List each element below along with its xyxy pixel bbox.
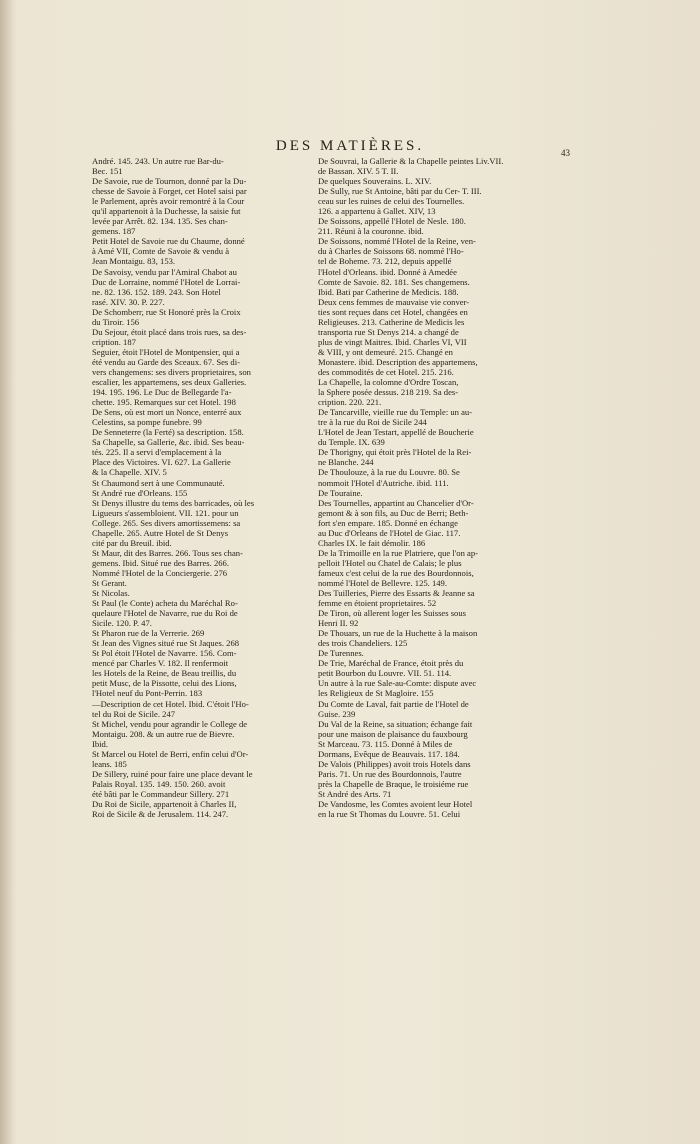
index-line: St Pol étoit l'Hotel de Navarre. 156. Com- xyxy=(92,648,237,659)
index-line: De Sully, rue St Antoine, bâti par du Cer- T. III. xyxy=(318,186,482,197)
index-line: L'Hotel de Jean Testart, appellé de Boucherie xyxy=(318,427,474,438)
index-line: Charles IX. le fait démolir. 186 xyxy=(318,537,426,548)
index-line: St Marcel ou Hotel de Berri, enfin celui d'Or- xyxy=(92,748,249,759)
index-line: Roi de Sicile & de Jerusalem. 114. 247. xyxy=(92,809,229,820)
index-line: Ligueurs s'assembloient. VII. 121. pour un xyxy=(92,507,239,518)
index-line: Deux cens femmes de mauvaise vie conver- xyxy=(318,296,470,307)
index-line: Comte de Savoie. 82. 181. Ses changemens. xyxy=(318,276,470,287)
index-line: De Senneterre (la Ferté) sa description. 158. xyxy=(92,427,244,438)
index-line: 194. 195. 196. Le Duc de Bellegarde l'a- xyxy=(92,387,232,398)
index-column-left xyxy=(92,156,310,819)
index-line: De la Trimoille en la rue Platriere, que l'on ap- xyxy=(318,547,479,558)
index-line: St Gerant. xyxy=(92,577,127,588)
index-line: des commodités de cet Hotel. 215. 216. xyxy=(318,366,454,377)
index-line: De Thoulouze, à la rue du Louvre. 80. Se xyxy=(318,467,460,478)
index-line: De Valois (Philippes) avoit trois Hotels dans xyxy=(318,758,471,769)
index-line: Celestins, sa pompe funebre. 99 xyxy=(92,417,202,428)
index-line: St Jean des Vignes situé rue St Jaques. 268 xyxy=(92,638,240,649)
index-line: été vendu au Garde des Sceaux. 67. Ses di- xyxy=(92,356,240,367)
index-line: ne. 82. 136. 152. 189. 243. Son Hotel xyxy=(92,286,221,297)
index-line: De Souvrai, la Gallerie & la Chapelle peintes Liv.VII. xyxy=(318,156,504,166)
index-line: St Nicolas. xyxy=(92,588,130,599)
index-line: Du Val de la Reine, sa situation; échange fait xyxy=(318,718,473,729)
index-line: tés. 225. Il a servi d'emplacement à la xyxy=(92,447,222,458)
index-line: près la Chapelle de Braque, le troisiéme rue xyxy=(318,778,469,789)
index-line: Dormans, Evêque de Beauvais. 117. 184. xyxy=(318,748,460,759)
index-line: l'Hotel neuf du Pont-Perrin. 183 xyxy=(92,688,203,699)
index-line: le Parlement, après avoir remontré à la Cour xyxy=(92,196,245,207)
index-line: ties sont reçues dans cet Hotel, changées en xyxy=(318,306,468,317)
index-line: De Savoisy, vendu par l'Amiral Chabot au xyxy=(92,266,237,277)
index-line: De Turennes. xyxy=(318,648,364,659)
index-line: André. 145. 243. Un autre rue Bar-du- xyxy=(92,156,224,166)
index-line: De Sens, où est mort un Nonce, enterré aux xyxy=(92,407,242,418)
index-line: St Chaumond sert à une Communauté. xyxy=(92,477,225,488)
index-line: Palais Royal. 135. 149. 150. 260. avoit xyxy=(92,778,226,789)
index-line: Monastere. ibid. Description des appartemens, xyxy=(318,356,478,367)
index-line: Petit Hotel de Savoie rue du Chaume, donné xyxy=(92,236,245,247)
index-line: l'Hotel d'Orleans. ibid. Donné à Amedée xyxy=(318,266,457,277)
index-line: chesse de Savoie à Forget, cet Hotel saisi par xyxy=(92,186,247,197)
index-line: —Description de cet Hotel. Ibid. C'étoit l'Ho- xyxy=(92,698,249,709)
index-column-right xyxy=(318,156,568,819)
index-line: De Soissons, appellé l'Hotel de Nesle. 180. xyxy=(318,216,466,227)
index-line: Des Tournelles, appartint au Chancelier d'Or- xyxy=(318,497,474,508)
index-line: De Tiron, où allerent loger les Suisses sous xyxy=(318,608,466,619)
index-line: Du Sejour, étoit placé dans trois rues, sa des- xyxy=(92,326,247,337)
index-line: De Thouars, un rue de la Huchette à la maison xyxy=(318,628,478,639)
index-line: pour une maison de plaisance du fauxbourg xyxy=(318,728,468,739)
index-line: petit Bourbon du Louvre. VII. 51. 114. xyxy=(318,668,452,679)
index-line: Chapelle. 265. Autre Hotel de St Denys xyxy=(92,527,229,538)
index-line: Nommé l'Hotel de la Conciergerie. 276 xyxy=(92,567,228,578)
index-line: St André rue d'Orleans. 155 xyxy=(92,487,188,498)
index-line: ne Blanche. 244 xyxy=(318,457,374,468)
index-line: & la Chapelle. XIV. 5 xyxy=(92,467,167,478)
index-line: Ibid. xyxy=(92,738,108,749)
index-line: & VIII, y ont demeuré. 215. Changé en xyxy=(318,346,453,357)
index-line: Religieuses. 213. Catherine de Medicis les xyxy=(318,316,465,327)
index-line: Seguier, étoit l'Hotel de Montpensier, qui a xyxy=(92,346,240,357)
index-line: quelaure l'Hotel de Navarre, rue du Roi de xyxy=(92,608,238,619)
index-line: Bec. 151 xyxy=(92,166,123,177)
index-line: chette. 195. Remarques sur cet Hotel. 198 xyxy=(92,397,236,408)
index-line: St Denys illustre du tems des barricades, où les xyxy=(92,497,255,508)
index-line: De Touraine. xyxy=(318,487,363,498)
index-line: gemont & à son fils, au Duc de Berri; Beth- xyxy=(318,507,469,518)
index-line: nommé l'Hotel de Bellevre. 125. 149. xyxy=(318,577,447,588)
index-line: Paris. 71. Un rue des Bourdonnois, l'autre xyxy=(318,768,462,779)
index-line: en la rue St Thomas du Louvre. 51. Celui xyxy=(318,809,461,820)
index-line: les Religieux de St Magloire. 155 xyxy=(318,688,434,699)
index-line: St Marceau. 73. 115. Donné à Miles de xyxy=(318,738,453,749)
index-line: De Trie, Maréchal de France, étoit près du xyxy=(318,658,464,669)
index-line: plus de vingt Maitres. Ibid. Charles VI, VII xyxy=(318,336,467,347)
index-line: des trois Chandeliers. 125 xyxy=(318,638,408,649)
index-line: tel du Roi de Sicile. 247 xyxy=(92,708,176,719)
index-line: escalier, les appartemens, ses deux Galleries. xyxy=(92,377,247,388)
index-line: Place des Victoires. VI. 627. La Gallerie xyxy=(92,457,231,468)
index-line: De Savoie, rue de Tournon, donné par la Du- xyxy=(92,176,247,187)
index-line: les Hotels de la Reine, de Beau treillis, du xyxy=(92,668,237,679)
index-line: De Tancarville, vieille rue du Temple: un au- xyxy=(318,407,473,418)
index-line: du Temple. IX. 639 xyxy=(318,437,385,448)
index-line: Ibid. Bati par Catherine de Medicis. 188. xyxy=(318,286,459,297)
index-line: tre à la rue du Roi de Sicile 244 xyxy=(318,417,427,428)
index-line: St André des Arts. 71 xyxy=(318,788,392,799)
index-line: Sicile. 120. P. 47. xyxy=(92,618,152,629)
index-line: qu'il appartenoit à la Duchesse, la saisie fut xyxy=(92,206,241,217)
page-gutter-shadow xyxy=(0,0,14,1144)
index-line: St Pharon rue de la Verrerie. 269 xyxy=(92,628,205,639)
index-line: Du Roi de Sicile, appartenoit à Charles II, xyxy=(92,799,237,809)
index-line: Des Tuilleries, Pierre des Essarts & Jeanne sa xyxy=(318,588,475,599)
index-line: gemens. 187 xyxy=(92,226,136,237)
index-line: De Soissons, nommé l'Hotel de la Reine, ven- xyxy=(318,236,476,247)
index-line: Du Comte de Laval, fait partie de l'Hotel de xyxy=(318,698,469,709)
index-line: St Paul (le Conte) acheta du Maréchal Ro- xyxy=(92,598,238,609)
index-line: Sa Chapelle, sa Gallerie, &c. ibid. Ses beau- xyxy=(92,437,245,448)
index-line: St Maur, dit des Barres. 266. Tous ses chan- xyxy=(92,547,243,558)
running-title: DES MATIÈRES. xyxy=(275,138,425,154)
index-line: Jean Montaigu. 83, 153. xyxy=(92,256,176,267)
index-line: la Sphere posée dessus. 218 219. Sa des- xyxy=(318,387,459,398)
index-line: ceau sur les ruines de celui des Tournelles. xyxy=(318,196,465,207)
index-line: au Duc d'Orleans de l'Hotel de Giac. 117. xyxy=(318,527,461,538)
index-line: gemens. Ibid. Situé rue des Barres. 266. xyxy=(92,557,229,568)
index-line: De Vandosme, les Comtes avoient leur Hotel xyxy=(318,799,473,809)
index-line: Montaigu. 208. & un autre rue de Bievre. xyxy=(92,728,235,739)
index-line: rasé. XIV. 30. P. 227. xyxy=(92,296,165,307)
index-line: De Schomberг, rue St Honoré près la Croix xyxy=(92,306,241,317)
index-line: à Amé VII, Comte de Savoie & vendu à xyxy=(92,246,230,257)
index-line: cription. 187 xyxy=(92,336,136,347)
index-line: fort s'en empare. 185. Donné en échange xyxy=(318,517,458,528)
index-line: La Chapelle, la colomne d'Ordre Toscan, xyxy=(318,377,459,388)
index-line: été bâti par le Commandeur Sillery. 271 xyxy=(92,788,230,799)
index-line: Henri II. 92 xyxy=(318,618,359,629)
index-line: 211. Réuni à la couronne. ibid. xyxy=(318,226,424,237)
index-line: de Bassan. XIV. 5 T. II. xyxy=(318,166,399,177)
index-line: tel de Boheme. 73. 212, depuis appellé xyxy=(318,256,452,267)
index-line: leans. 185 xyxy=(92,758,127,769)
index-line: levée par Arrêt. 82. 134. 135. Ses chan- xyxy=(92,216,228,227)
index-line: 126. a appartenu à Gallet. XIV, 13 xyxy=(318,206,436,217)
index-line: mencé par Charles V. 182. Il renfermoit xyxy=(92,658,229,669)
index-line: fameux c'est celui de la rue des Bourdonnois, xyxy=(318,567,474,578)
page-number: 43 xyxy=(561,148,570,158)
index-line: petit Musc, de la Pissotte, celui des Lions, xyxy=(92,678,237,689)
index-line: vers changemens: ses divers proprietaires, son xyxy=(92,366,251,377)
index-line: cité par du Breuil. ibid. xyxy=(92,537,172,548)
index-line: femme en étoient proprietaires. 52 xyxy=(318,598,437,609)
index-line: nommoit l'Hotel d'Autriche. ibid. 111. xyxy=(318,477,449,488)
index-line: pelloit l'Hotel ou Chatel de Calais; le plus xyxy=(318,557,462,568)
index-line: St Michel, vendu pour agrandir le College de xyxy=(92,718,248,729)
index-line: De Thorigny, qui étoit près l'Hotel de la Rei- xyxy=(318,447,472,458)
index-line: du Tiroir. 156 xyxy=(92,316,140,327)
index-line: Un autre à la rue Sale-au-Comte: dispute avec xyxy=(318,678,477,689)
index-line: De quelques Souverains. L. XIV. xyxy=(318,176,432,187)
index-line: College. 265. Ses divers amortissemens: sa xyxy=(92,517,241,528)
index-line: transporta rue St Denys 214. a changé de xyxy=(318,326,459,337)
index-line: cription. 220. 221. xyxy=(318,397,382,408)
index-line: Guise. 239 xyxy=(318,708,356,719)
index-line: De Sillery, ruiné pour faire une place devant le xyxy=(92,768,253,779)
index-line: Duc de Lorraine, nommé l'Hotel de Lorrai- xyxy=(92,276,241,287)
index-line: du à Charles de Soissons 68. nommé l'Ho- xyxy=(318,246,464,257)
